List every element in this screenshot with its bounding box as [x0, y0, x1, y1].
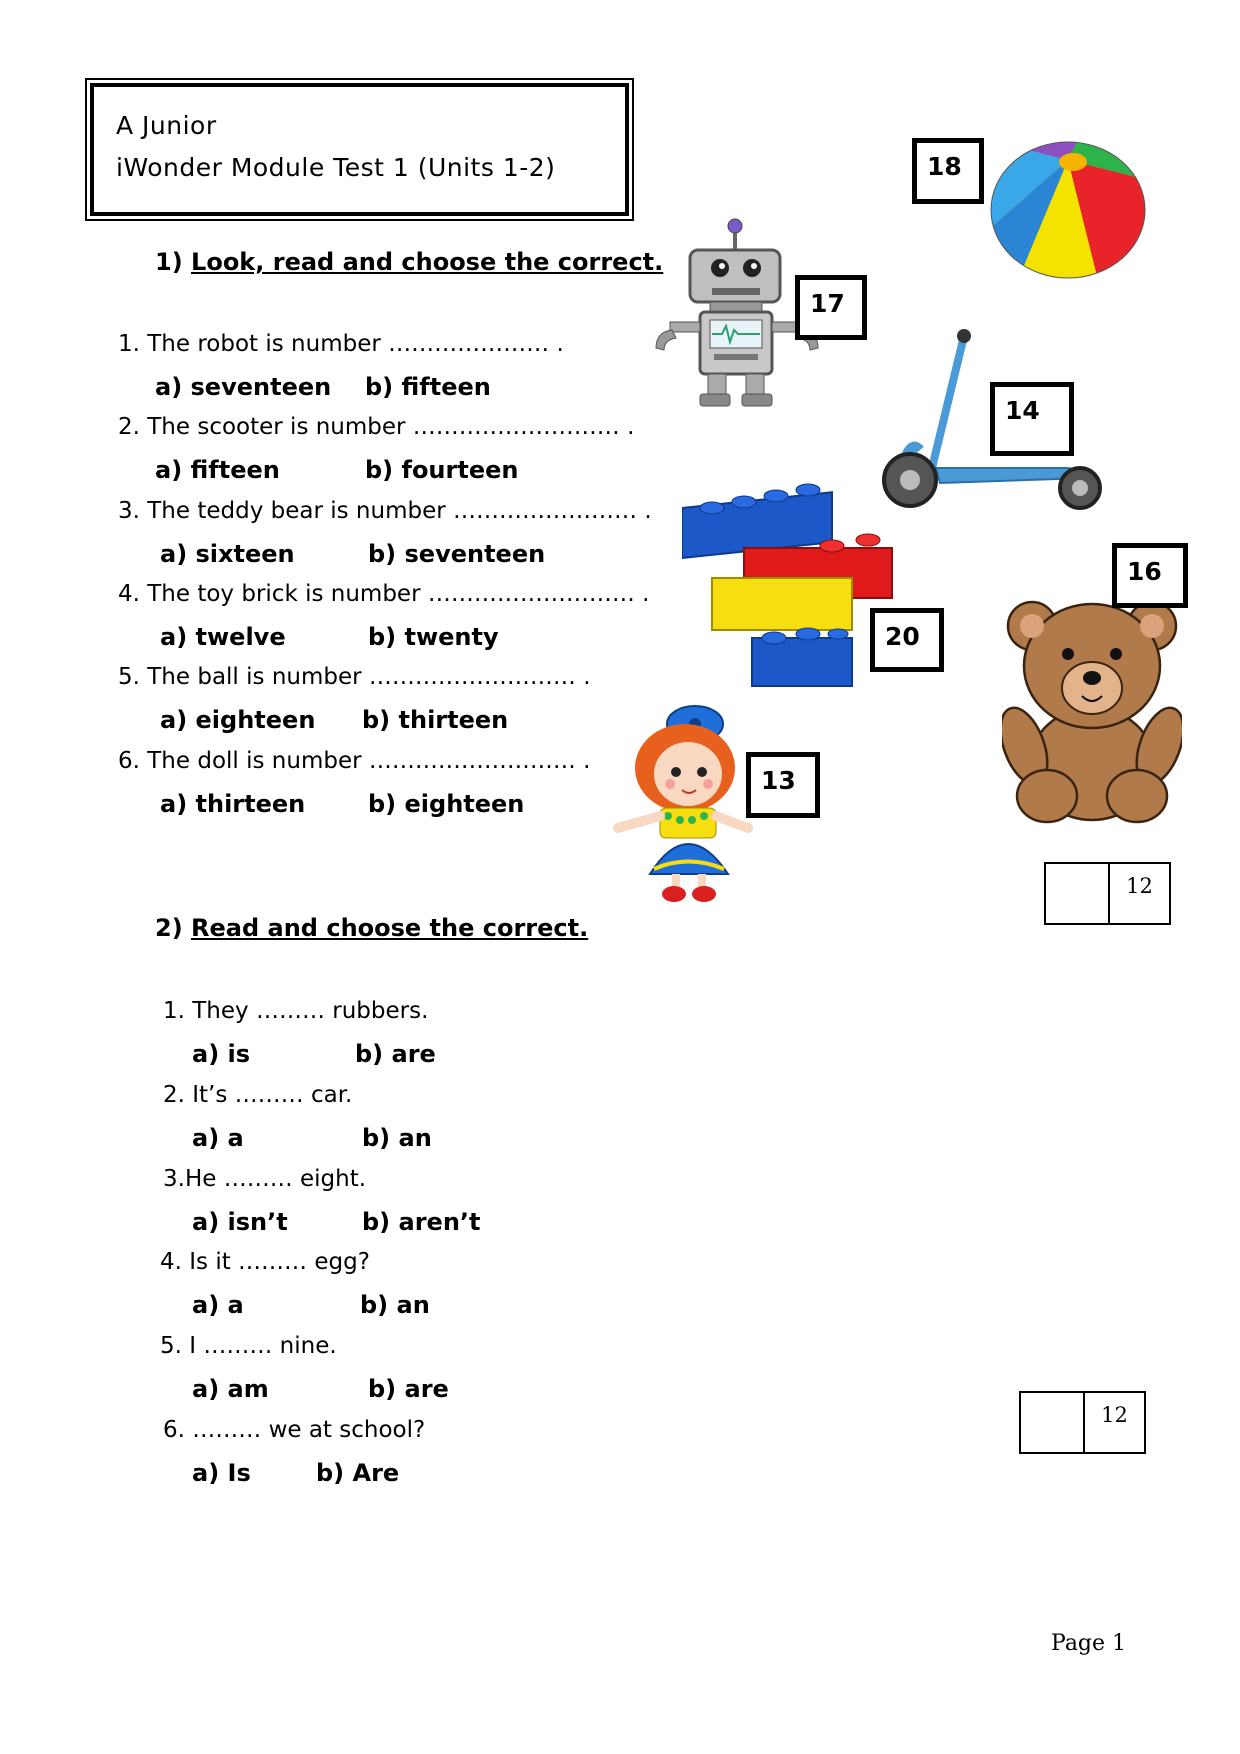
s2-question-1: 1. They ……… rubbers.: [163, 998, 429, 1024]
section1-score-input[interactable]: [1046, 864, 1110, 923]
s2-question-2: 2. It’s ……… car.: [163, 1082, 353, 1108]
s1-q3-option-a[interactable]: a) sixteen: [160, 540, 295, 568]
doll-image: [610, 704, 760, 904]
s1-q4-option-b[interactable]: b) twenty: [368, 623, 499, 651]
doll-number-box: 13: [746, 752, 820, 818]
s2-q2-option-a[interactable]: a) a: [192, 1124, 244, 1152]
s1-q2-option-b[interactable]: b) fourteen: [365, 456, 519, 484]
ball-number-box: 18: [912, 138, 984, 204]
s2-q1-option-a[interactable]: a) is: [192, 1040, 251, 1068]
s2-q6-option-b[interactable]: b) Are: [316, 1459, 400, 1487]
s1-question-4: 4. The toy brick is number ……………………… .: [118, 581, 650, 607]
section1-score-total: 12: [1126, 874, 1153, 898]
s1-q4-option-a[interactable]: a) twelve: [160, 623, 286, 651]
s1-question-1: 1. The robot is number ………………… .: [118, 331, 564, 357]
section1-score-box[interactable]: [1044, 862, 1171, 925]
s1-q5-option-b[interactable]: b) thirteen: [362, 706, 509, 734]
section2-score-box[interactable]: [1019, 1391, 1146, 1454]
s2-q5-option-a[interactable]: a) am: [192, 1375, 269, 1403]
robot-number-box: 17: [795, 275, 867, 340]
toy-bricks-image: [682, 478, 894, 698]
s1-question-5: 5. The ball is number ……………………… .: [118, 664, 591, 690]
teddy-number-box: 16: [1112, 543, 1188, 608]
test-title: iWonder Module Test 1 (Units 1-2): [116, 153, 556, 182]
s2-q6-option-a[interactable]: a) Is: [192, 1459, 251, 1487]
s2-q3-option-a[interactable]: a) isn’t: [192, 1208, 288, 1236]
s1-q1-option-a[interactable]: a) seventeen: [155, 373, 332, 401]
s1-q5-option-a[interactable]: a) eighteen: [160, 706, 316, 734]
section1-heading: [155, 248, 663, 276]
teddy-bear-image: [1002, 596, 1182, 826]
section2-number: 2): [155, 914, 183, 942]
s1-question-3: 3. The teddy bear is number …………………… .: [118, 498, 652, 524]
s1-q6-option-b[interactable]: b) eighteen: [368, 790, 525, 818]
s2-q1-option-b[interactable]: b) are: [355, 1040, 436, 1068]
section1-title: Look, read and choose the correct.: [191, 248, 664, 276]
section1-number: 1): [155, 248, 183, 276]
s1-q2-option-a[interactable]: a) fifteen: [155, 456, 280, 484]
s2-q4-option-b[interactable]: b) an: [360, 1291, 430, 1319]
s2-question-6: 6. ……… we at school?: [163, 1417, 426, 1443]
section2-title: Read and choose the correct.: [191, 914, 589, 942]
s1-question-2: 2. The scooter is number ……………………… .: [118, 414, 635, 440]
s2-question-3: 3.He ……… eight.: [163, 1166, 367, 1192]
s2-q3-option-b[interactable]: b) aren’t: [362, 1208, 481, 1236]
s2-q4-option-a[interactable]: a) a: [192, 1291, 244, 1319]
section2-heading: [155, 914, 588, 942]
page-number: Page 1: [1051, 1631, 1127, 1656]
beach-ball-image: [988, 140, 1148, 280]
section2-score-input[interactable]: [1021, 1393, 1085, 1452]
school-name: A Junior: [116, 111, 217, 140]
s1-q1-option-b[interactable]: b) fifteen: [365, 373, 491, 401]
s2-q2-option-b[interactable]: b) an: [362, 1124, 432, 1152]
section2-score-total: 12: [1101, 1403, 1128, 1427]
s1-q6-option-a[interactable]: a) thirteen: [160, 790, 306, 818]
s2-question-5: 5. I ……… nine.: [160, 1333, 337, 1359]
bricks-number-box: 20: [870, 608, 944, 672]
s2-q5-option-b[interactable]: b) are: [368, 1375, 449, 1403]
s1-q3-option-b[interactable]: b) seventeen: [368, 540, 546, 568]
s2-question-4: 4. Is it ……… egg?: [160, 1249, 370, 1275]
scooter-number-box: 14: [990, 382, 1074, 456]
s1-question-6: 6. The doll is number ……………………… .: [118, 748, 591, 774]
title-box: [90, 83, 629, 216]
